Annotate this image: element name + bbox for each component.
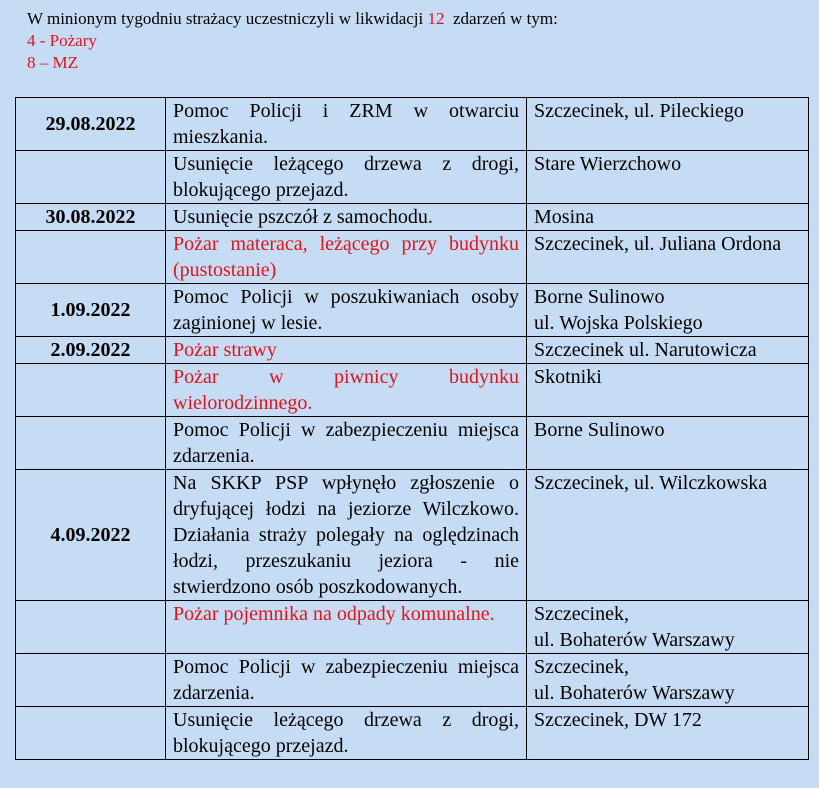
incident-location [527, 204, 809, 231]
incident-location [527, 707, 809, 760]
incident-date [16, 364, 166, 417]
table-row [16, 284, 809, 337]
location-line: ul. Bohaterów Warszawy [534, 682, 735, 704]
incident-description: Pożar materaca, leżącego przy budynku (pustostanie) [166, 231, 527, 284]
table-row [16, 707, 809, 760]
incident-description: Usunięcie leżącego drzewa z drogi, blokującego przejazd. [166, 707, 527, 760]
incident-location [527, 151, 809, 204]
incident-date [16, 231, 166, 284]
incident-description: Pomoc Policji i ZRM w otwarciu mieszkania. [166, 98, 527, 151]
intro-text-before: W minionym tygodniu strażacy uczestniczyli w likwidacji [27, 9, 428, 28]
table-row [16, 151, 809, 204]
table-row [16, 204, 809, 231]
incident-date [16, 417, 166, 470]
incident-date [16, 707, 166, 760]
incident-description: Pożar w piwnicy budynku wielorodzinnego. [166, 364, 527, 417]
location-line: Szczecinek ul. Narutowicza [534, 339, 757, 361]
event-count: 12 [427, 9, 445, 28]
incident-date: 30.08.2022 [16, 204, 166, 231]
incident-location [527, 284, 809, 337]
incident-description: Usunięcie leżącego drzewa z drogi, blokującego przejazd. [166, 151, 527, 204]
location-line: Szczecinek, ul. Juliana Ordona [534, 233, 782, 255]
table-row [16, 337, 809, 364]
intro-summary [27, 8, 558, 74]
location-line: Borne Sulinowo [534, 419, 665, 441]
incident-location [527, 364, 809, 417]
location-line: ul. Wojska Polskiego [534, 312, 703, 334]
table-row [16, 654, 809, 707]
table-row [16, 98, 809, 151]
table-row [16, 364, 809, 417]
local-threats-count-line: 8 – MZ [27, 53, 78, 72]
location-line: Szczecinek, ul. Wilczkowska [534, 472, 768, 494]
incident-description: Na SKKP PSP wpłynęło zgłoszenie o dryfującej łodzi na jeziorze Wilczkowo. Działania straży polegały na oględzinach łodzi, przeszukaniu jeziora - nie stwierdzono osób poszkodowanych. [166, 470, 527, 601]
table-row [16, 231, 809, 284]
incident-description: Pożar pojemnika na odpady komunalne. [166, 601, 527, 654]
incident-date: 2.09.2022 [16, 337, 166, 364]
incident-description: Pomoc Policji w zabezpieczeniu miejsca zdarzenia. [166, 417, 527, 470]
table-row [16, 470, 809, 601]
location-line: Skotniki [534, 366, 602, 388]
incident-date [16, 654, 166, 707]
incident-location [527, 337, 809, 364]
fires-count-line: 4 - Pożary [27, 31, 97, 50]
intro-text-after: zdarzeń w tym: [444, 9, 558, 28]
table-row [16, 601, 809, 654]
location-line: ul. Bohaterów Warszawy [534, 629, 735, 651]
location-line: Szczecinek, [534, 656, 629, 678]
incident-location [527, 654, 809, 707]
incidents-table-body [16, 98, 809, 760]
incident-location [527, 601, 809, 654]
incident-date [16, 601, 166, 654]
incident-location [527, 470, 809, 601]
location-line: Mosina [534, 206, 594, 228]
incident-description: Usunięcie pszczół z samochodu. [166, 204, 527, 231]
location-line: Szczecinek, DW 172 [534, 709, 702, 731]
intro-line [27, 8, 558, 30]
incident-location [527, 417, 809, 470]
location-line: Szczecinek, [534, 603, 629, 625]
incident-description: Pomoc Policji w poszukiwaniach osoby zaginionej w lesie. [166, 284, 527, 337]
incident-date: 1.09.2022 [16, 284, 166, 337]
incident-description: Pożar strawy [166, 337, 527, 364]
incident-date: 29.08.2022 [16, 98, 166, 151]
table-row [16, 417, 809, 470]
incident-description: Pomoc Policji w zabezpieczeniu miejsca zdarzenia. [166, 654, 527, 707]
incident-date [16, 151, 166, 204]
location-line: Borne Sulinowo [534, 286, 665, 308]
incident-location [527, 98, 809, 151]
incident-date: 4.09.2022 [16, 470, 166, 601]
location-line: Szczecinek, ul. Pileckiego [534, 100, 744, 122]
location-line: Stare Wierzchowo [534, 153, 682, 175]
incidents-table [15, 97, 809, 760]
incident-location [527, 231, 809, 284]
